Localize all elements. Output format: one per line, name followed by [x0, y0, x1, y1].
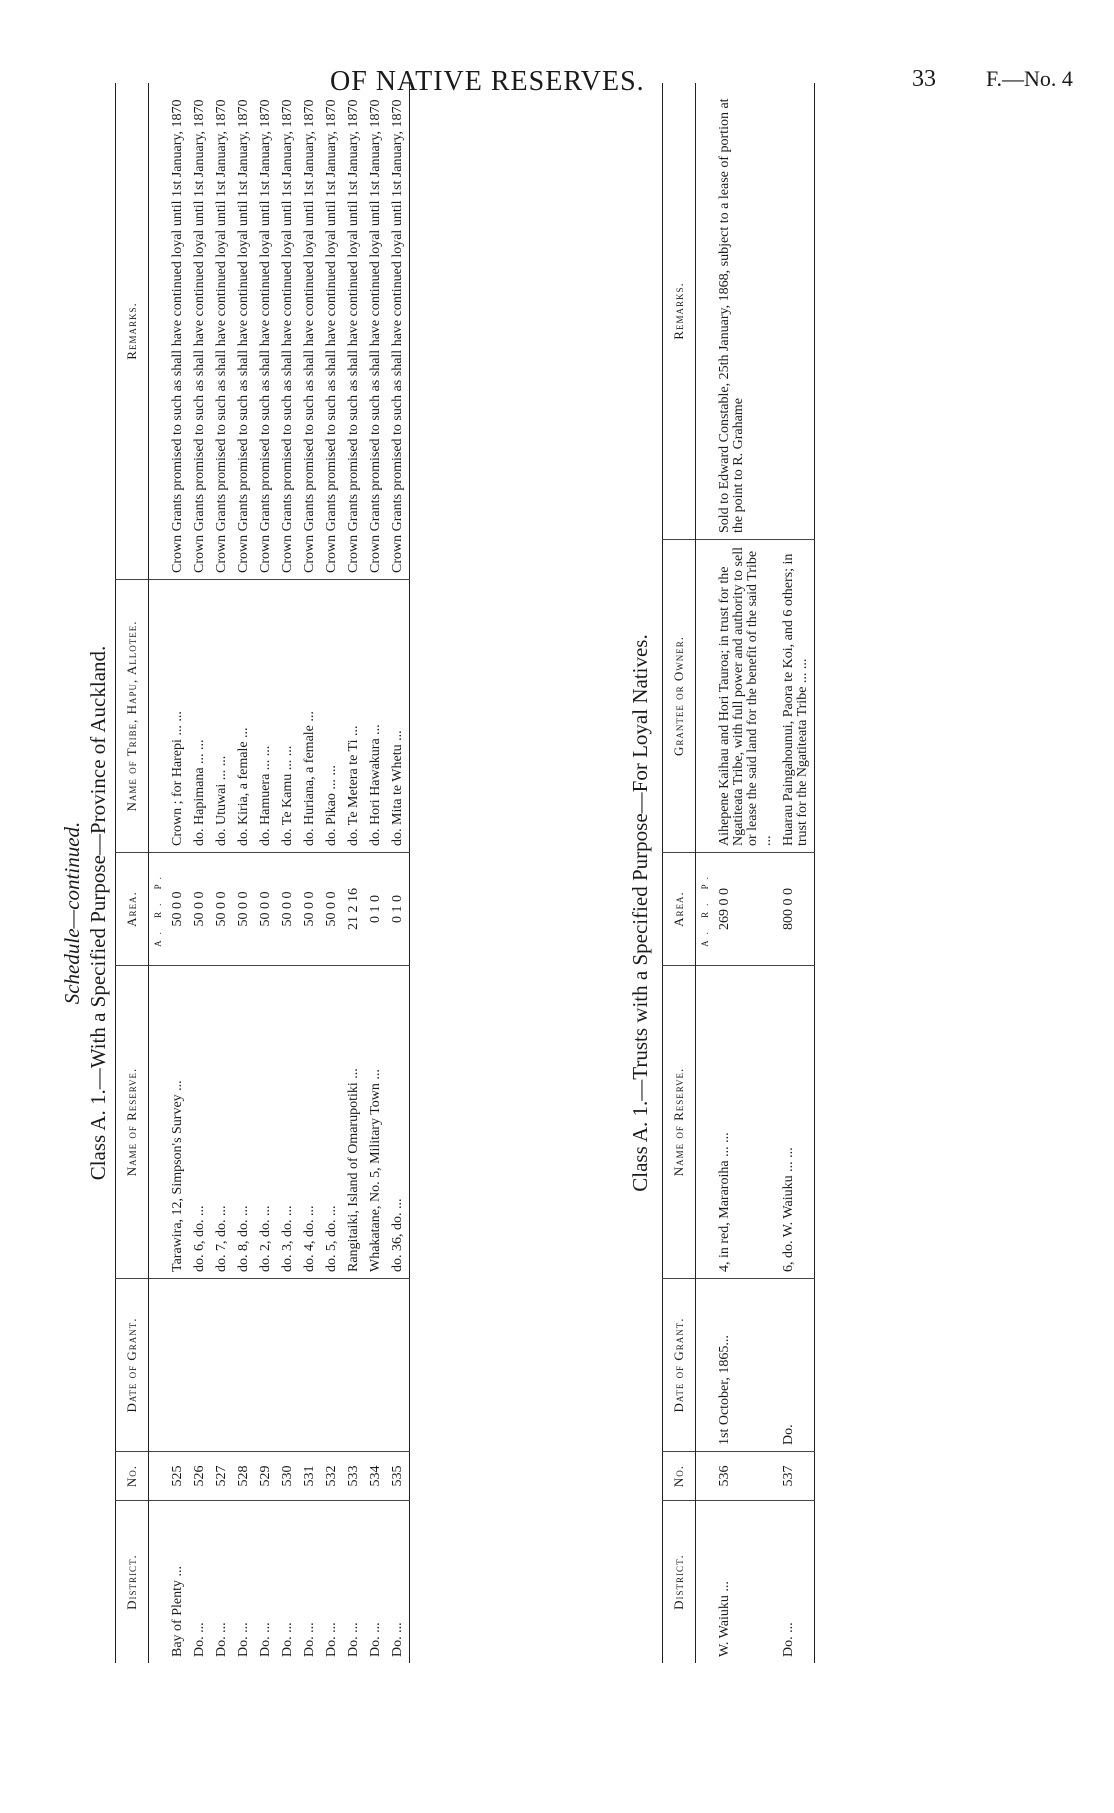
- cell-date: [211, 1279, 233, 1452]
- cell-no: 528: [233, 1452, 255, 1501]
- col-date: Date of Grant.: [116, 1279, 149, 1452]
- table2-caption: Class A. 1.—Trusts with a Specified Purpose—For Loyal Natives.: [628, 634, 652, 1192]
- table-row: [189, 83, 211, 1663]
- cell-reserve-name: do. 7, do. ...: [211, 966, 233, 1279]
- area-units: A. R. P.: [696, 853, 715, 966]
- cell-area: 800 0 0: [778, 853, 815, 966]
- table-row: [211, 83, 233, 1663]
- cell-area: 50 0 0: [167, 853, 189, 966]
- cell-reserve-name: do. 5, do. ...: [321, 966, 343, 1279]
- cell-area: 50 0 0: [255, 853, 277, 966]
- cell-reserve-name: 6, do. W. Waiuku ... ...: [778, 966, 815, 1279]
- cell-reserve-name: Rangitaiki, Island of Omarupotiki ...: [343, 966, 365, 1279]
- cell-remarks: Crown Grants promised to such as shall have continued loyal until 1st January, 1870: [365, 83, 387, 580]
- cell-district: Do. ...: [324, 1622, 339, 1657]
- cell-area: 50 0 0: [233, 853, 255, 966]
- cell-remarks: Sold to Edward Constable, 25th January, 1868, subject to a lease of portion at the point to R. Grahame: [714, 83, 778, 540]
- cell-district: Do. ...: [192, 1622, 207, 1657]
- cell-area: 0 1 0: [365, 853, 387, 966]
- cell-date: [387, 1279, 410, 1452]
- table-row: [714, 83, 778, 1663]
- cell-tribe: do. Kiria, a female ...: [233, 580, 255, 853]
- cell-tribe: do. Utuwai ... ...: [211, 580, 233, 853]
- cell-no: 532: [321, 1452, 343, 1501]
- cell-date: [233, 1279, 255, 1452]
- cell-area: 50 0 0: [321, 853, 343, 966]
- cell-reserve-name: 4, in red, Mararoiha ... ...: [714, 966, 778, 1279]
- cell-district: Do. ...: [280, 1622, 295, 1657]
- cell-remarks: Crown Grants promised to such as shall have continued loyal until 1st January, 1870: [233, 83, 255, 580]
- cell-reserve-name: do. 8, do. ...: [233, 966, 255, 1279]
- cell-reserve-name: Whakatane, No. 5, Military Town ...: [365, 966, 387, 1279]
- col-grantee: Grantee or Owner.: [663, 540, 696, 853]
- table-row: [167, 83, 189, 1663]
- cell-date: [167, 1279, 189, 1452]
- cell-date: [343, 1279, 365, 1452]
- cell-date: 1st October, 1865...: [714, 1279, 778, 1452]
- cell-date: Do.: [778, 1279, 815, 1452]
- cell-district: Do. ...: [346, 1622, 361, 1657]
- cell-grantee: Aihepene Kaihau and Hori Tauroa; in trust for the Ngatiteata Tribe, with full power and authority to sell or lease the said land for the benefit of the said Tribe ...: [714, 540, 778, 853]
- col-no: No.: [116, 1452, 149, 1501]
- table-row: [365, 83, 387, 1663]
- cell-no: 536: [714, 1452, 778, 1501]
- table-row: [778, 83, 815, 1663]
- cell-no: 531: [299, 1452, 321, 1501]
- cell-remarks: Crown Grants promised to such as shall have continued loyal until 1st January, 1870: [255, 83, 277, 580]
- cell-no: 533: [343, 1452, 365, 1501]
- cell-remarks: Crown Grants promised to such as shall have continued loyal until 1st January, 1870: [211, 83, 233, 580]
- col-district: District.: [116, 1501, 149, 1664]
- cell-district: Do. ...: [258, 1622, 273, 1657]
- cell-district: Do. ...: [781, 1622, 796, 1657]
- cell-date: [255, 1279, 277, 1452]
- reserves-table-specified-purpose: [115, 83, 410, 1663]
- table-row: [343, 83, 365, 1663]
- table-row: [387, 83, 410, 1663]
- cell-reserve-name: do. 3, do. ...: [277, 966, 299, 1279]
- reserves-table-trusts: [662, 83, 815, 1663]
- cell-reserve-name: do. 6, do. ...: [189, 966, 211, 1279]
- page-number: 33: [912, 66, 936, 92]
- col-name: Name of Reserve.: [663, 966, 696, 1279]
- cell-tribe: do. Pikao ... ...: [321, 580, 343, 853]
- col-tribe: Name of Tribe, Hapu, Allotee.: [116, 580, 149, 853]
- table-row: [299, 83, 321, 1663]
- cell-grantee: Huarau Paingahounui, Paora te Koi, and 6 others; in trust for the Ngatiteata Tribe ... ...: [778, 540, 815, 853]
- area-units: A. R. P.: [149, 853, 168, 966]
- table-row: [255, 83, 277, 1663]
- cell-no: 529: [255, 1452, 277, 1501]
- col-district: District.: [663, 1501, 696, 1664]
- cell-district: Do. ...: [214, 1622, 229, 1657]
- cell-district: Do. ...: [368, 1622, 383, 1657]
- cell-no: 526: [189, 1452, 211, 1501]
- cell-remarks: Crown Grants promised to such as shall have continued loyal until 1st January, 1870: [299, 83, 321, 580]
- cell-district: Do. ...: [302, 1622, 317, 1657]
- cell-tribe: do. Hamuera ... ...: [255, 580, 277, 853]
- cell-district: Do. ...: [236, 1622, 251, 1657]
- col-name: Name of Reserve.: [116, 966, 149, 1279]
- cell-remarks: Crown Grants promised to such as shall have continued loyal until 1st January, 1870: [189, 83, 211, 580]
- table-row: [233, 83, 255, 1663]
- page-header-title: OF NATIVE RESERVES.: [330, 66, 645, 97]
- cell-no: 527: [211, 1452, 233, 1501]
- cell-remarks: Crown Grants promised to such as shall have continued loyal until 1st January, 1870: [277, 83, 299, 580]
- cell-area: 0 1 0: [387, 853, 410, 966]
- cell-area: 269 0 0: [714, 853, 778, 966]
- cell-reserve-name: do. 2, do. ...: [255, 966, 277, 1279]
- cell-date: [277, 1279, 299, 1452]
- cell-date: [299, 1279, 321, 1452]
- cell-district: W. Waiuku ...: [717, 1581, 732, 1657]
- cell-tribe: do. Hori Hawakura ...: [365, 580, 387, 853]
- col-no: No.: [663, 1452, 696, 1501]
- cell-tribe: Crown ; for Harepi ... ...: [167, 580, 189, 853]
- cell-area: 21 2 16: [343, 853, 365, 966]
- cell-no: 530: [277, 1452, 299, 1501]
- cell-area: 50 0 0: [299, 853, 321, 966]
- col-area: Area.: [663, 853, 696, 966]
- col-remarks: Remarks.: [663, 83, 696, 540]
- schedule-caption: Schedule—continued.: [60, 821, 84, 1005]
- table-row: [277, 83, 299, 1663]
- col-area: Area.: [116, 853, 149, 966]
- cell-tribe: do. Mita te Whetu ...: [387, 580, 410, 853]
- col-date: Date of Grant.: [663, 1279, 696, 1452]
- cell-no: 537: [778, 1452, 815, 1501]
- cell-remarks: Crown Grants promised to such as shall have continued loyal until 1st January, 1870: [321, 83, 343, 580]
- cell-area: 50 0 0: [189, 853, 211, 966]
- cell-tribe: do. Huriana, a female ...: [299, 580, 321, 853]
- cell-remarks: Crown Grants promised to such as shall have continued loyal until 1st January, 1870: [343, 83, 365, 580]
- cell-no: 535: [387, 1452, 410, 1501]
- cell-date: [321, 1279, 343, 1452]
- cell-remarks: [778, 83, 815, 540]
- cell-district: Do. ...: [390, 1622, 405, 1657]
- document-reference: F.—No. 4: [986, 66, 1073, 91]
- cell-no: 525: [167, 1452, 189, 1501]
- cell-date: [189, 1279, 211, 1452]
- table-row: [321, 83, 343, 1663]
- cell-no: 534: [365, 1452, 387, 1501]
- col-remarks: Remarks.: [116, 83, 149, 580]
- cell-reserve-name: do. 4, do. ...: [299, 966, 321, 1279]
- cell-remarks: Crown Grants promised to such as shall have continued loyal until 1st January, 1870: [167, 83, 189, 580]
- cell-tribe: do. Hapimana ... ...: [189, 580, 211, 853]
- cell-date: [365, 1279, 387, 1452]
- cell-tribe: do. Te Kamu ... ...: [277, 580, 299, 853]
- cell-area: 50 0 0: [277, 853, 299, 966]
- cell-reserve-name: do. 36, do. ...: [387, 966, 410, 1279]
- table1-caption: Class A. 1.—With a Specified Purpose—Province of Auckland.: [86, 645, 110, 1181]
- cell-remarks: Crown Grants promised to such as shall have continued loyal until 1st January, 1870: [387, 83, 410, 580]
- cell-reserve-name: Tarawira, 12, Simpson's Survey ...: [167, 966, 189, 1279]
- cell-tribe: do. Te Metera te Ti ...: [343, 580, 365, 853]
- cell-area: 50 0 0: [211, 853, 233, 966]
- cell-district: Bay of Plenty ...: [170, 1566, 185, 1657]
